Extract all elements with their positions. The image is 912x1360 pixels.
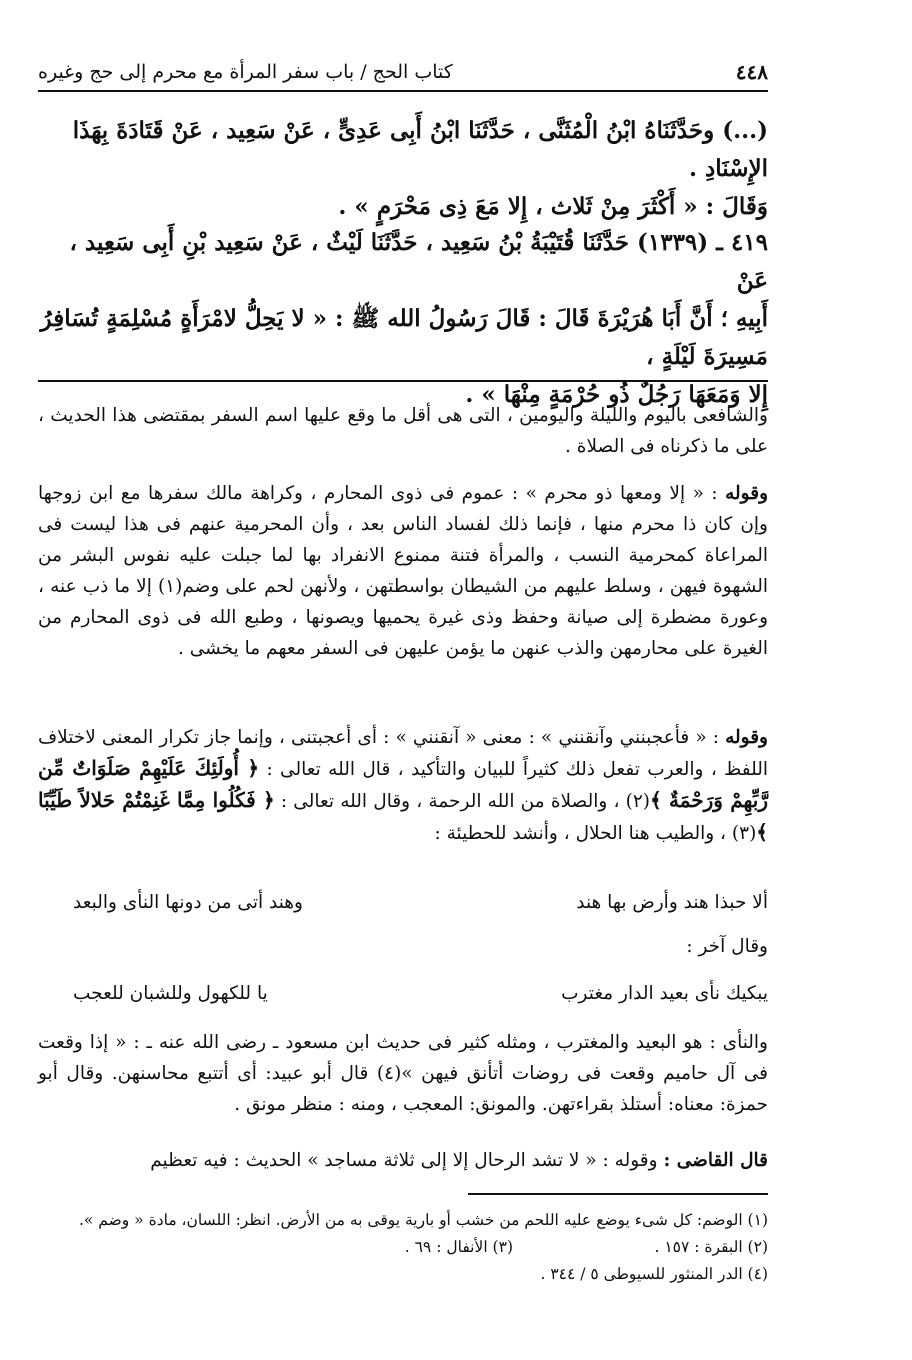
hadith-line: (...) وحَدَّثَنَاهُ ابْنُ الْمُثَنَّى ، حَدَّثَنَا ابْنُ أَبِى عَدِىٍّ ، عَنْ سَعِيد ، عَنْ قَتَادَةَ بِهَذَا الإِسْنَادِ . — [72, 117, 768, 182]
footnote-divider — [468, 1193, 768, 1195]
commentary-paragraph — [38, 1027, 768, 1120]
said-other-line — [38, 936, 768, 968]
footnotes — [38, 1207, 768, 1288]
commentary-paragraph — [38, 400, 768, 462]
verse-hemistich: وهند أتى من دونها النأى والبعد — [73, 892, 303, 913]
commentary-text: والشافعى باليوم والليلة واليومين ، التى هى أقل ما وقع عليها اسم السفر بمقتضى هذا الحديث ، على ما ذكرناه فى الصلاة . — [38, 405, 768, 457]
poetry-verse — [38, 983, 768, 1015]
verse-hemistich: يا للكهول وللشبان للعجب — [73, 983, 268, 1004]
commentary-text: (٢) ، والصلاة من الله الرحمة ، وقال الله تعالى : — [280, 791, 651, 812]
quran-verse: ﴿ أُولَئِكَ عَلَيْهِمْ صَلَوَاتٌ مِّن رَّبِّهِمْ وَرَحْمَةٌ ﴾ — [38, 756, 768, 812]
page-number: ٤٤٨ — [735, 60, 768, 84]
commentary-paragraph — [38, 722, 768, 849]
commentary-lead: قال القاضى : — [663, 1150, 768, 1171]
commentary-paragraph — [38, 1145, 768, 1176]
header-divider — [38, 90, 768, 92]
hadith-line: وَقَالَ : « أَكْثَرَ مِنْ ثَلاث ، إِلا مَعَ ذِى مَحْرَمٍ » . — [338, 193, 768, 220]
hadith-line: إِلا وَمَعَهَا رَجُلٌ ذُو حُرْمَةٍ مِنْهَا » . — [465, 381, 768, 408]
hadith-line: أَبِيهِ ؛ أَنَّ أَبَا هُرَيْرَةَ قَالَ : قَالَ رَسُولُ الله ﷺ : « لا يَحِلُّ لامْرَأَةٍ مُسْلِمَةٍ تُسَافِرُ مَسِيرَةَ لَيْلَةٍ ، — [40, 305, 768, 370]
hadith-line: ٤١٩ ـ (١٣٣٩) حَدَّثَنَا قُتَيْبَةُ بْنُ سَعِيد ، حَدَّثَنَا لَيْثٌ ، عَنْ سَعِيد بْنِ أَبِى سَعِيد ، عَنْ — [69, 229, 768, 294]
verse-hemistich: يبكيك نأى بعيد الدار مغترب — [561, 983, 768, 1004]
running-header — [38, 58, 768, 92]
commentary-text: (٣) ، والطيب هنا الحلال ، وأنشد للحطيئة : — [434, 823, 757, 844]
hadith-text — [38, 112, 768, 226]
commentary-text: وقوله : « لا تشد الرحال إلا إلى ثلاثة مساجد » الحديث : فيه تعظيم — [150, 1150, 658, 1171]
commentary-text: وقال آخر : — [686, 936, 768, 957]
poetry-verse — [38, 892, 768, 924]
commentary-text: : « فأعجبنني وآنقنني » : معنى « آنقنني » : أى أعجبتنى ، وإنما جاز تكرار المعنى لاختلاف اللفظ ، والعرب تفعل ذلك كثيراً للبيان والتأكيد ، قال الله تعالى : — [38, 727, 768, 780]
verse-hemistich: ألا حبذا هند وأرض بها هند — [576, 892, 768, 913]
footnote: (٢) البقرة : ١٥٧ . — [654, 1238, 768, 1256]
text-commentary-divider — [38, 380, 768, 382]
book-page — [38, 0, 768, 1360]
commentary-paragraph — [38, 478, 768, 664]
commentary-lead: وقوله — [725, 483, 768, 504]
hadith-text — [38, 224, 768, 414]
footnote-row — [38, 1234, 768, 1261]
footnote: (١) الوضم: كل شىء يوضع عليه اللحم من خشب أو بارية يوقى به من الأرض. انظر: اللسان، مادة « وضم ». — [78, 1211, 768, 1229]
commentary-lead: وقوله — [725, 727, 768, 748]
footnote: (٣) الأنفال : ٦٩ . — [404, 1238, 513, 1256]
commentary-text: والنأى : هو البعيد والمغترب ، ومثله كثير فى حديث ابن مسعود ـ رضى الله عنه ـ : « إذا وقعت فى آل حاميم وقعت فى روضات أتأنق فيهن »(٤) قال أبو عبيد: أى أتتبع محاسنهن. وقال أبو حمزة: معناه: أستلذ بقراءتهن. والمونق: المعجب ، ومنه : منظر مونق . — [38, 1032, 768, 1115]
quran-verse: ﴿ فَكُلُوا مِمَّا غَنِمْتُمْ حَلالاً طَيِّبًا ﴾ — [38, 788, 768, 844]
commentary-text: : « إلا ومعها ذو محرم » : عموم فى ذوى المحارم ، وكراهة مالك سفرها مع ابن زوجها وإن كان ذا محرم منها ، فإنما ذلك لفساد الناس بعد ، وأن المحرمية عنهم فى هذا ليست فى المراعاة كمحرمية النسب ، والمرأة فتنة ممنوع الانفراد بها لما جبلت عليه نفوس البشر من الشهوة فيهن ، وسلط عليهم من الشيطان بواسطتهن ، ولأنهن لحم على وضم(١) إلا ما ذب عنه ، وعورة مضطرة إلى صيانة وحفظ وذى غيرة يحميها ويصونها ، وطبع الله فى ذوى المحارم من الغيرة على محارمهن والذب عنهن ما يؤمن عليهن فى السفر معهم ما يخشى . — [38, 483, 768, 659]
footnote: (٤) الدر المنثور للسيوطى ٥ / ٣٤٤ . — [540, 1265, 768, 1283]
chapter-title: كتاب الحج / باب سفر المرأة مع محرم إلى حج وغيره — [38, 61, 453, 83]
